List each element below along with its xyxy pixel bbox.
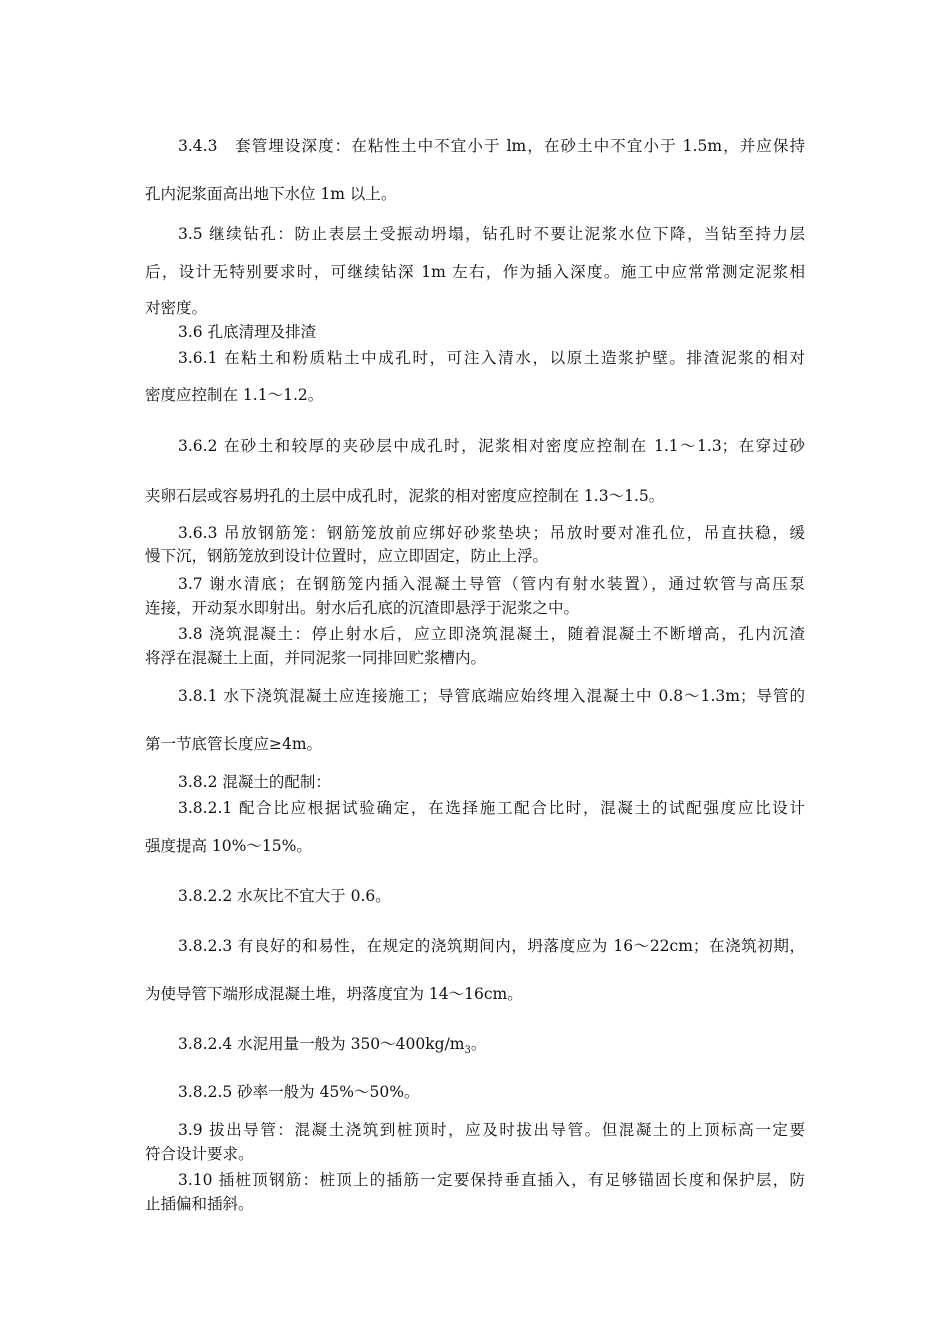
para-3-8-line-2: 将浮在混凝土上面，并同泥浆一同排回贮浆槽内。 (145, 649, 487, 667)
para-3-8-2-2: 3.8.2.2 水灰比不宜大于 0.6。 (178, 887, 391, 905)
para-3-6-2-line-2: 夹卵石层或容易坍孔的土层中成孔时，泥浆的相对密度应控制在 1.3～1.5。 (145, 487, 665, 505)
para-3-7-line-1: 3.7 谢水清底；在钢筋笼内插入混凝土导管（管内有射水装置），通过软管与高压泵 (178, 575, 805, 593)
para-3-7-line-2: 连接，开动泵水即射出。射水后孔底的沉渣即悬浮于泥浆之中。 (145, 599, 580, 617)
para-3-6-3-line-2: 慢下沉，钢筋笼放到设计位置时，应立即固定，防止上浮。 (145, 547, 549, 565)
para-3-6-3-line-1: 3.6.3 吊放钢筋笼：钢筋笼放前应绑好砂浆垫块；吊放时要对准孔位，吊直扶稳，缓 (178, 524, 805, 542)
para-3-8-line-1: 3.8 浇筑混凝土：停止射水后，应立即浇筑混凝土，随着混凝土不断增高，孔内沉渣 (178, 625, 805, 643)
para-3-8-2-5: 3.8.2.5 砂率一般为 45%～50%。 (178, 1083, 420, 1101)
para-3-5-line-1: 3.5 继续钻孔：防止表层土受振动坍塌，钻孔时不要让泥浆水位下降，当钻至持力层 (178, 225, 805, 243)
para-3-8-2-4 (178, 1034, 486, 1061)
para-3-8-2-3-line-2: 为使导管下端形成混凝土堆，坍落度宜为 14～16cm。 (145, 985, 523, 1003)
para-3-9-line-1: 3.9 拔出导管：混凝土浇筑到桩顶时，应及时拔出导管。但混凝土的上顶标高一定要 (178, 1121, 805, 1139)
para-3-6-2-line-1: 3.6.2 在砂土和较厚的夹砂层中成孔时，泥浆相对密度应控制在 1.1～1.3；在穿过砂 (178, 437, 805, 455)
unit-subscript: 3 (464, 1045, 471, 1057)
para-3-10-line-2: 止插偏和插斜。 (145, 1195, 254, 1213)
para-3-8-2-1-line-2: 强度提高 10%～15%。 (145, 837, 312, 855)
para-3-8-2-3-line-1: 3.8.2.3 有良好的和易性，在规定的浇筑期间内，坍落度应为 16～22cm；在浇筑初期， (178, 937, 805, 955)
heading-3-6: 3.6 孔底清理及排渣 (178, 323, 317, 341)
para-3-10-line-1: 3.10 插桩顶钢筋：桩顶上的插筋一定要保持垂直插入，有足够锚固长度和保护层，防 (178, 1171, 805, 1189)
para-3-8-2-4-text: 3.8.2.4 水泥用量一般为 350～400kg/m (178, 1035, 465, 1053)
para-3-8-1-line-1: 3.8.1 水下浇筑混凝土应连接施工；导管底端应始终埋入混凝土中 0.8～1.3m；导管的 (178, 687, 805, 705)
para-3-8-1-line-2: 第一节底管长度应≥4m。 (145, 735, 323, 753)
para-3-5-line-2: 后，设计无特别要求时，可继续钻深 1m 左右，作为插入深度。施工中应常常测定泥浆相 (145, 263, 805, 281)
para-3-8-2-4-end: 。 (470, 1035, 487, 1053)
para-3-9-line-2: 符合设计要求。 (145, 1145, 254, 1163)
para-3-6-1-line-2: 密度应控制在 1.1～1.2。 (145, 386, 324, 404)
heading-3-8-2: 3.8.2 混凝土的配制： (178, 773, 331, 791)
para-3-8-2-1-line-1: 3.8.2.1 配合比应根据试验确定，在选择施工配合比时，混凝土的试配强度应比设计 (178, 799, 805, 817)
para-3-6-1-line-1: 3.6.1 在粘土和粉质粘土中成孔时，可注入清水，以原土造浆护壁。排渣泥浆的相对 (178, 349, 805, 367)
para-3-4-3-line-2: 孔内泥浆面高出地下水位 1m 以上。 (145, 185, 397, 203)
para-3-5-line-3: 对密度。 (145, 299, 208, 317)
para-3-4-3-line-1: 3.4.3 套管埋设深度：在粘性土中不宜小于 lm，在砂土中不宜小于 1.5m，并应保持 (178, 137, 805, 155)
